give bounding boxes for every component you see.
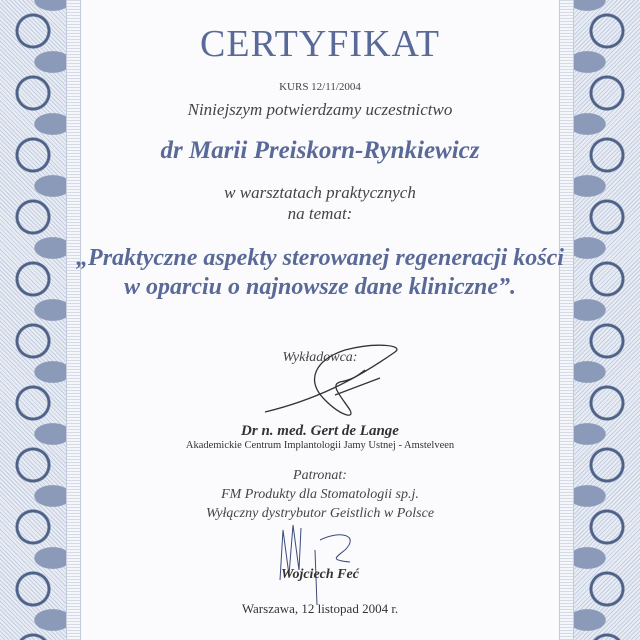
intro-text: Niniejszym potwierdzamy uczestnictwo: [187, 100, 453, 119]
patron-company: FM Produkty dla Stomatologii sp.j.: [221, 487, 419, 502]
certificate-title: CERTYFIKAT: [200, 23, 440, 65]
place-and-date: Warszawa, 12 listopad 2004 r.: [241, 601, 399, 616]
lecturer-name: Dr n. med. Gert de Lange: [241, 423, 399, 439]
lecturer-label: Wykładowca:: [282, 350, 358, 365]
border-stripe-left: [66, 0, 81, 640]
border-stripe-right: [559, 0, 574, 640]
recipient-name: dr Marii Preiskorn-Rynkiewicz: [160, 137, 480, 164]
ornamental-border-left: [0, 0, 66, 640]
course-code: KURS 12/11/2004: [279, 81, 361, 93]
workshop-line-1: w warsztatach praktycznych: [224, 183, 416, 202]
ornamental-border-right: [574, 0, 640, 640]
patron-signatory: Wojciech Feć: [281, 567, 359, 582]
lecturer-institution: Akademickie Centrum Implantologii Jamy Ustnej - Amstelveen: [185, 440, 455, 451]
patron-signature: [275, 520, 375, 610]
workshop-line-2: na temat:: [287, 204, 353, 223]
lecturer-signature: [255, 340, 415, 430]
patron-description: Wyłączny dystrybutor Geistlich w Polsce: [205, 506, 435, 521]
workshop-topic: „Praktyczne aspekty sterowanej regeneracji kości w oparciu o najnowsze dane kliniczne”.: [76, 245, 564, 300]
patronage-label: Patronat:: [293, 468, 347, 483]
